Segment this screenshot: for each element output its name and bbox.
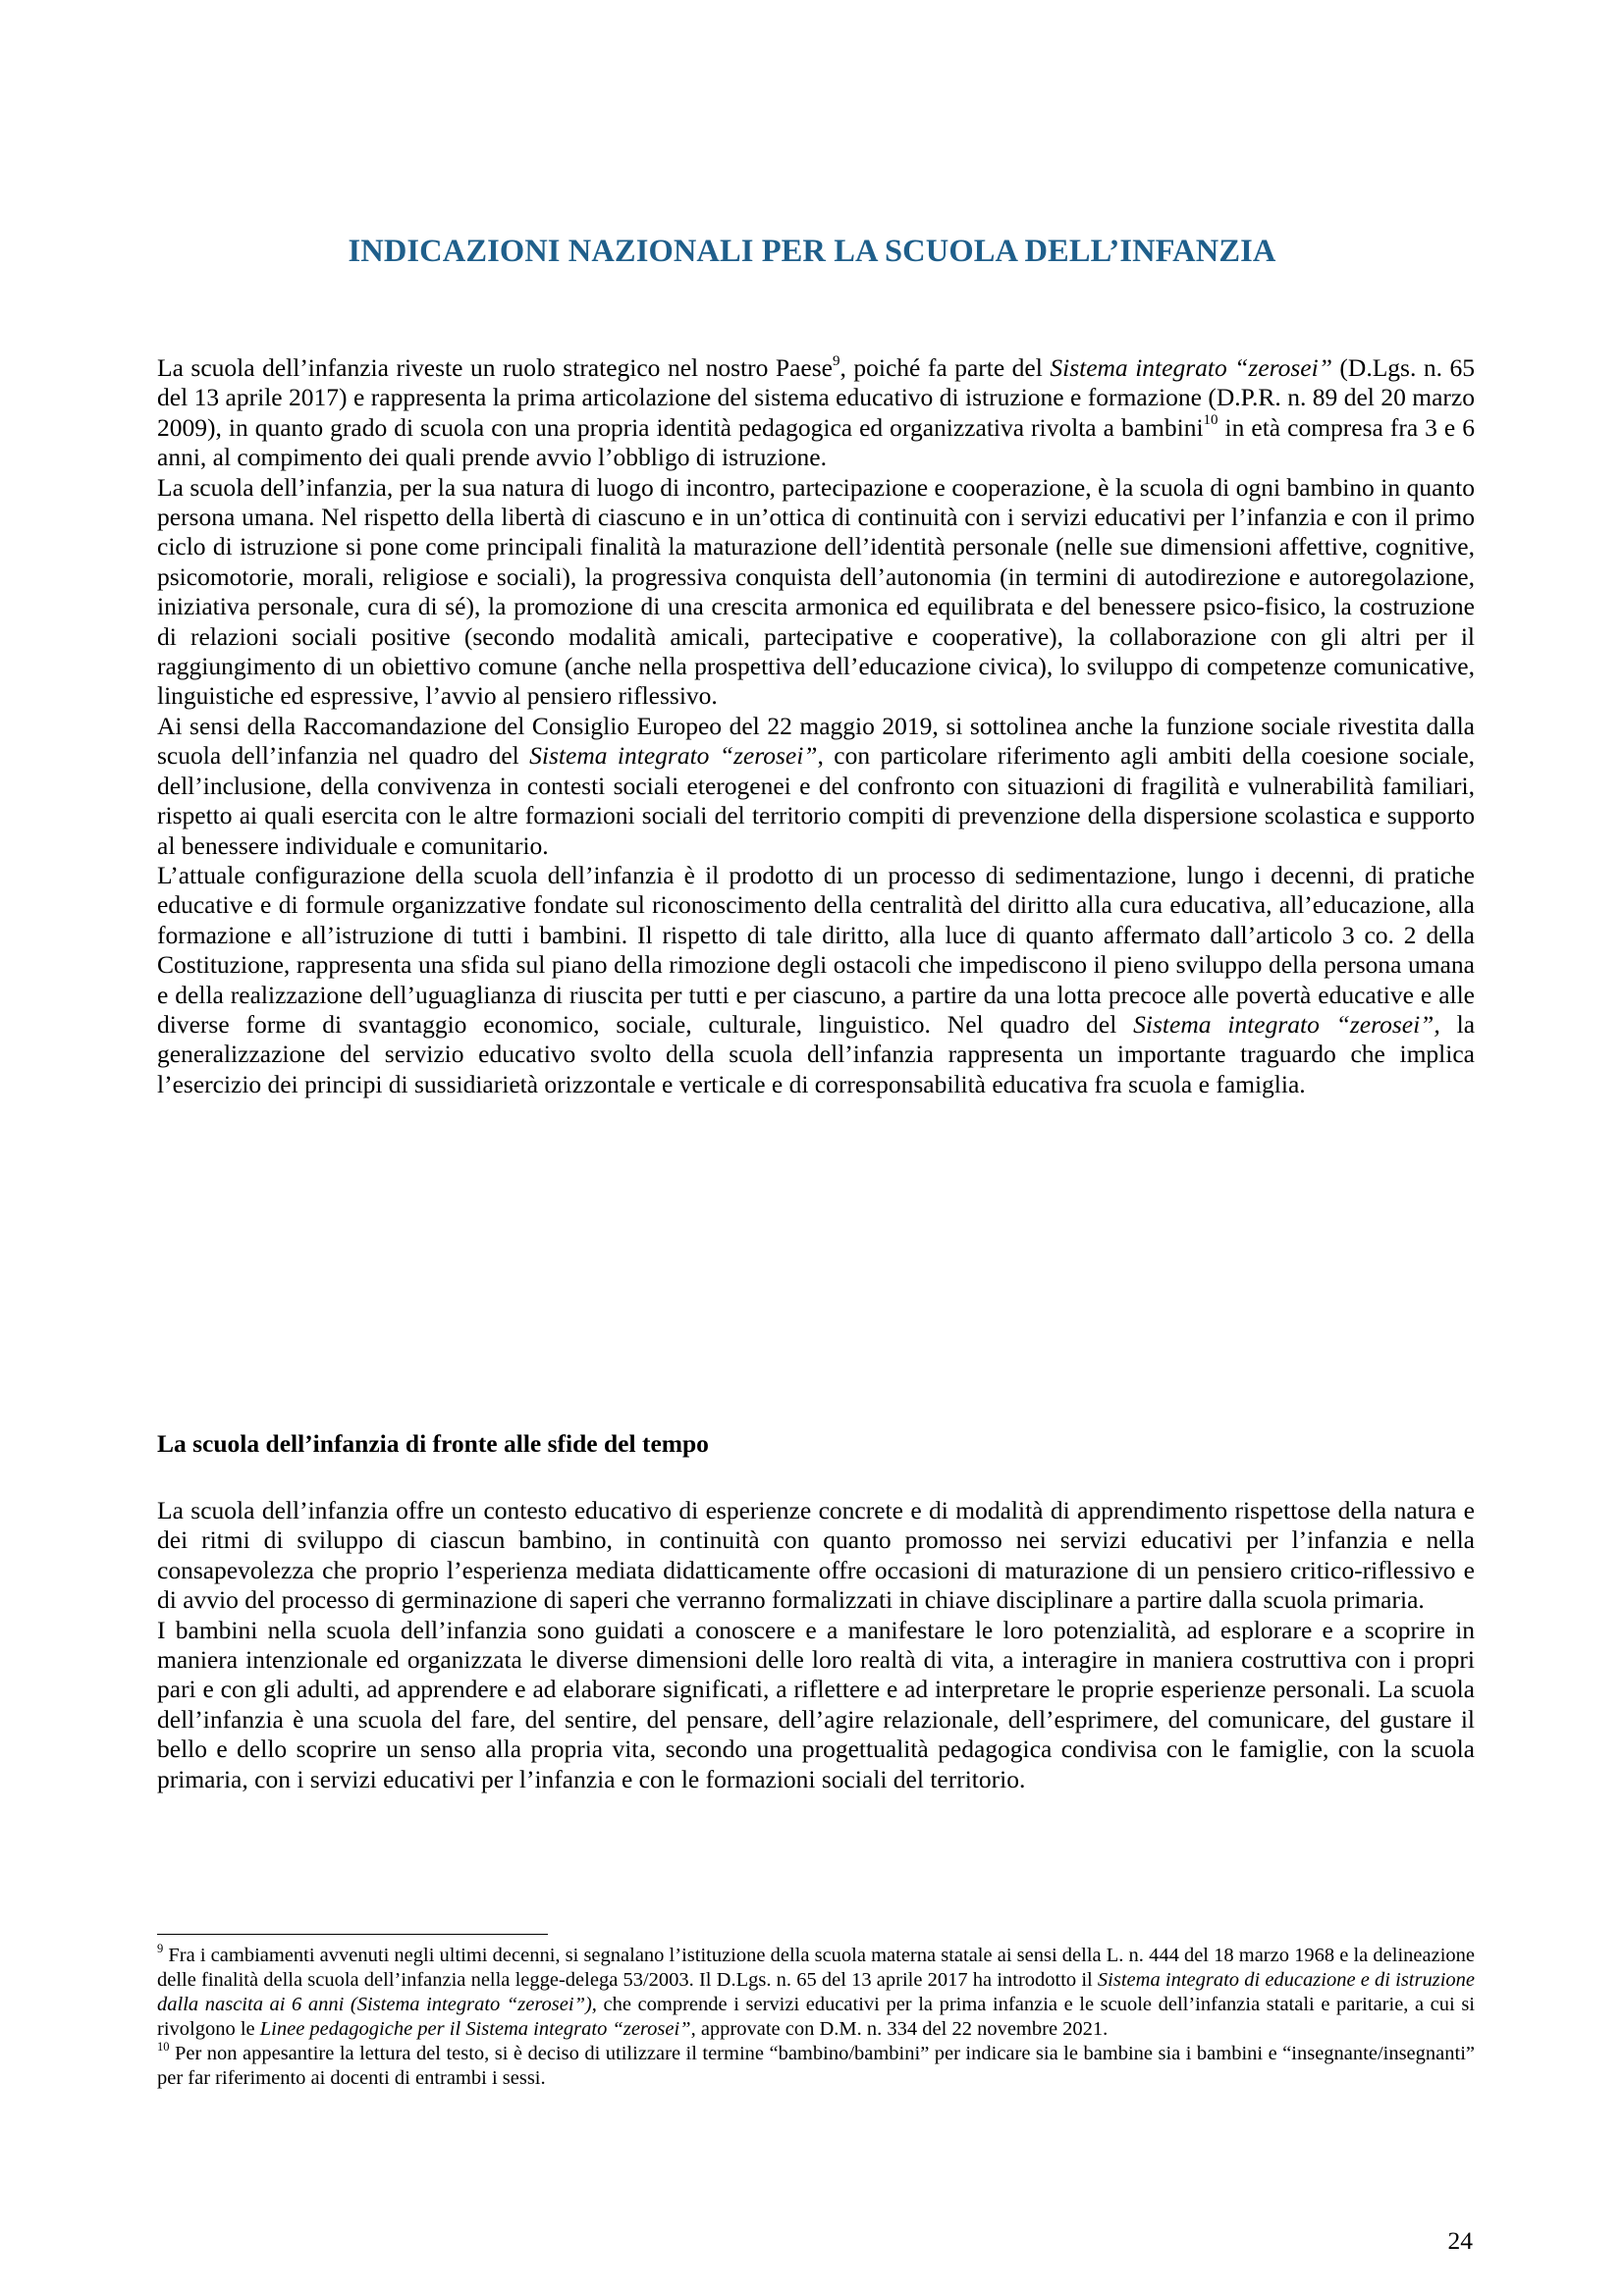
text-run: Fra i cambiamenti avvenuti negli ultimi decenni, si segnalano l’istituzione della scuola materna statale ai sensi della L. n. 444 del 18 marzo 1968 e la delineazione delle finalità della scuola dell’infanzia nella legge-delega 53/2003. Il D.Lgs. n. 65 del 13 aprile 2017 ha introdotto il bbox=[157, 1945, 1475, 1991]
footnote-mark: 9 bbox=[157, 1942, 164, 1956]
italic-text: Linee pedagogiche per il Sistema integrato “zerosei” bbox=[259, 2018, 691, 2040]
footnote-9 bbox=[157, 1944, 1475, 2042]
text-run: che comprende i servizi educativi per la prima infanzia e le scuole dell’infanzia statali e paritarie, a cui si rivolgono le bbox=[157, 1994, 1475, 2040]
paragraph: La scuola dell’infanzia, per la sua natura di luogo di incontro, partecipazione e cooperazione, è la scuola di ogni bambino in quanto persona umana. Nel rispetto della libertà di ciascuno e in un’ottica di continuità con i servizi educativi per l’infanzia e con il primo ciclo di istruzione si pone come principali finalità la maturazione dell’identità personale (nelle sue dimensioni affettive, cognitive, psicomotorie, morali, religiose e sociali), la progressiva conquista dell’autonomia (in termini di autodirezione e autoregolazione, iniziativa personale, cura di sé), la promozione di una crescita armonica ed equilibrata e del benessere psico-fisico, la costruzione di relazioni sociali positive (secondo modalità amicali, partecipative e cooperative), la collaborazione con gli altri per il raggiungimento di un obiettivo comune (anche nella prospettiva dell’educazione civica), lo sviluppo di competenze comunicative, linguistiche ed espressive, l’avvio al pensiero riflessivo. bbox=[157, 472, 1475, 711]
paragraph bbox=[157, 861, 1475, 1099]
footnote-mark: 10 bbox=[157, 2040, 170, 2055]
paragraph: La scuola dell’infanzia offre un contesto educativo di esperienze concrete e di modalità di apprendimento rispettose della natura e dei ritmi di sviluppo di ciascun bambino, in continuità con quanto promosso nei servizi educativi per l’infanzia e nella consapevolezza che proprio l’esperienza mediata didatticamente offre occasioni di maturazione di un pensiero critico-riflessivo e di avvio del processo di germinazione di saperi che verranno formalizzati in chiave disciplinare a partire dalla scuola primaria. bbox=[157, 1496, 1475, 1615]
italic-text: Sistema integrato “zerosei”, bbox=[1133, 1009, 1440, 1039]
paragraph bbox=[157, 712, 1475, 861]
footnotes bbox=[157, 1944, 1475, 2091]
footnote-10 bbox=[157, 2042, 1475, 2091]
section2-body bbox=[157, 1496, 1475, 1794]
footnote-divider bbox=[157, 1934, 548, 1935]
text-run: la generalizzazione del servizio educativo svolto della scuola dell’infanzia rappresenta un importante traguardo che implica l’esercizio dei principi di sussidiarietà orizzontale e verticale e di corresponsabilità educativa fra scuola e famiglia. bbox=[157, 1009, 1476, 1098]
italic-text: Sistema integrato di educazione e di istruzione dalla nascita ai 6 anni (Sistema integrato “zerosei”), bbox=[157, 1969, 1475, 2015]
text-run: in età compresa fra 3 e 6 anni, al compimento dei quali prende avvio l’obbligo di istruzione. bbox=[157, 412, 1475, 472]
italic-text: Sistema integrato “zerosei” bbox=[529, 741, 818, 771]
page-number: 24 bbox=[1447, 2226, 1473, 2255]
footnote-ref-10[interactable]: 10 bbox=[1203, 412, 1218, 429]
intro-section bbox=[157, 353, 1475, 1099]
text-run: L’attuale configurazione della scuola dell’infanzia è il prodotto di un processo di sedimentazione, lungo i decenni, di pratiche educative e di formule organizzative fondate sul riconoscimento della centralità del diritto alla cura educativa, all’educazione, alla formazione e all’istruzione di tutti i bambini. Il rispetto di tale diritto, alla luce di quanto affermato dall’articolo 3 co. 2 della Costituzione, rappresenta una sfida sul piano della rimozione degli ostacoli che impediscono il pieno sviluppo della persona umana e della realizzazione dell’uguaglianza di riuscita per tutti e per ciascuno, a partire da una lotta precoce alle povertà educative e alle diverse forme di svantaggio economico, sociale, culturale, linguistico. Nel quadro del bbox=[157, 860, 1475, 1039]
paragraph bbox=[157, 353, 1475, 473]
italic-text: Sistema integrato “zerosei” bbox=[1050, 353, 1332, 382]
page-title: INDICAZIONI NAZIONALI PER LA SCUOLA DELL’INFANZIA bbox=[348, 234, 1276, 269]
text-run: , con particolare riferimento agli ambiti della coesione sociale, dell’inclusione, della convivenza in contesti sociali eterogenei e del confronto con situazioni di fragilità e vulnerabilità familiari, rispetto ai quali esercita con le altre formazioni sociali del territorio compiti di prevenzione della dispersione scolastica e supporto al benessere individuale e comunitario. bbox=[157, 741, 1476, 860]
text-run: , approvate con D.M. n. 334 del 22 novembre 2021. bbox=[690, 2018, 1109, 2040]
text-run: Per non appesantire la lettura del testo, si è deciso di utilizzare il termine “bambino/bambini” per indicare sia le bambine sia i bambini e “insegnante/insegnanti” per far riferimento ai docenti di entrambi i sessi. bbox=[157, 2043, 1475, 2089]
text-run: Ai sensi della Raccomandazione del Consiglio Europeo del 22 maggio 2019, si sottolinea anche la funzione sociale rivestita dalla scuola dell’infanzia nel quadro del bbox=[157, 711, 1475, 771]
footnote-ref-9[interactable]: 9 bbox=[832, 352, 840, 369]
text-run: La scuola dell’infanzia riveste un ruolo strategico nel nostro Paese bbox=[157, 353, 833, 382]
text-run: , poiché fa parte del bbox=[839, 353, 1051, 382]
paragraph: I bambini nella scuola dell’infanzia sono guidati a conoscere e a manifestare le loro potenzialità, ad esplorare e a scoprire in maniera intenzionale ed organizzata le diverse dimensioni delle loro realtà di vita, a interagire in maniera costruttiva con i propri pari e con gli adulti, ad apprendere e ad elaborare significati, a riflettere e ad interpretare le proprie esperienze personali. La scuola dell’infanzia è una scuola del fare, del sentire, del pensare, dell’agire relazionale, dell’esprimere, del comunicare, del gustare il bello e dello scoprire un senso alla propria vita, secondo una progettualità pedagogica condivisa con le famiglie, con la scuola primaria, con i servizi educativi per l’infanzia e con le formazioni sociali del territorio. bbox=[157, 1615, 1475, 1793]
text-run: (D.Lgs. n. 65 del 13 aprile 2017) e rappresenta la prima articolazione del sistema educativo di istruzione e formazione (D.P.R. n. 89 del 20 marzo 2009), in quanto grado di scuola con una propria identità pedagogica ed organizzativa rivolta a bambini bbox=[157, 353, 1475, 442]
section-heading: La scuola dell’infanzia di fronte alle sfide del tempo bbox=[157, 1429, 709, 1458]
